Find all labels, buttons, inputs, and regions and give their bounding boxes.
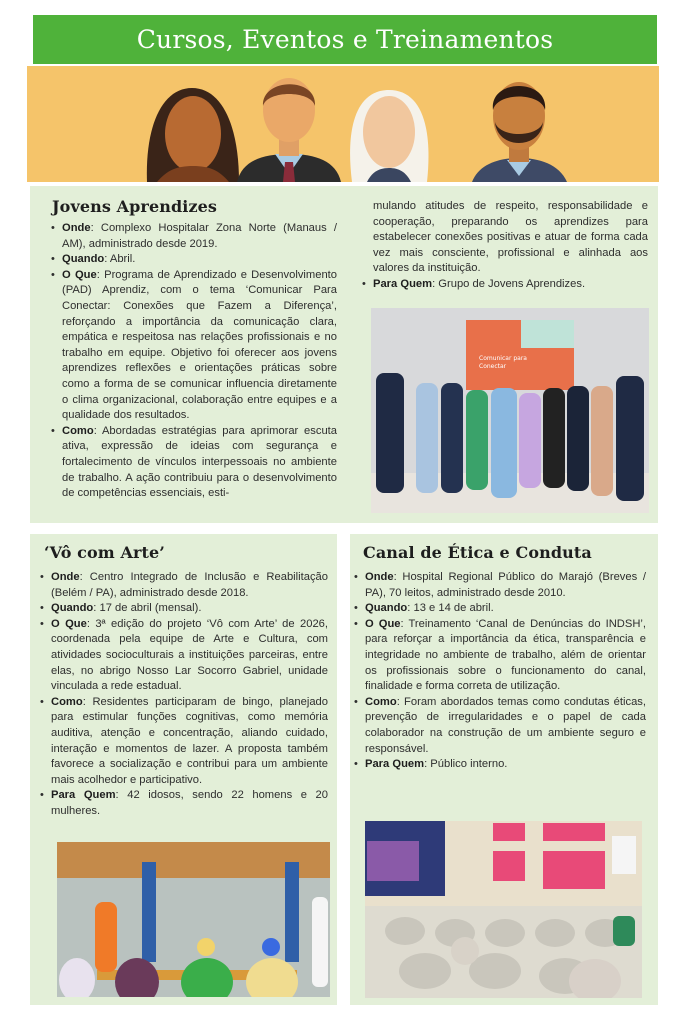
info-item-quando: • Quando: 13 e 14 de abril. bbox=[354, 601, 646, 617]
info-item-o-que: • O Que: Programa de Aprendizado e Desenvolvimento (PAD) Aprendiz, com o tema ‘Comunicar Para Conectar: Conexões que Fazem a Diferença’, reforçando a importância da comunicação clara, empática e respeitosa nas relações profissionais e no trabalho em equipe. Objetivo foi oferecer aos jovens aprendizes reflexões e orientações práticas sobre como a forma de se comunicar influencia diretamente o clima organizacional, colaboração entre equipes e a qualidade dos resultados. bbox=[51, 268, 337, 424]
slide-text: Comunicar para bbox=[479, 355, 527, 362]
info-item-como: • Como: Residentes participaram de bingo, planejado para estimular funções cognitivas, como memória auditiva, atenção e concentração, aliando cuidado, interação e momentos de lazer. A proposta também favorece a socialização e contribui para um ambiente mais acolhedor e participativo. bbox=[40, 695, 328, 789]
photo-jovens-aprendizes bbox=[371, 308, 649, 513]
people-illustration-icon bbox=[27, 66, 659, 182]
info-item-para-quem: • Para Quem: 42 idosos, sendo 22 homens e 20 mulheres. bbox=[40, 788, 328, 819]
section-title: Canal de Ética e Conduta bbox=[363, 543, 592, 562]
section-text-right bbox=[362, 199, 648, 293]
section-title: ‘Vô com Arte’ bbox=[44, 543, 165, 562]
info-item-o-que: • O Que: Treinamento ‘Canal de Denúncias do INDSH’, para reforçar a importância da ética, transparência e integridade no ambiente de trabalho, além de orientar os profissionais sobre o funcionamento do canal, finalidade e forma correta de utilização. bbox=[354, 617, 646, 695]
header-banner bbox=[27, 14, 659, 169]
info-item-como: • Como: Abordadas estratégias para aprimorar escuta ativa, expressão de ideias com segurança e fortalecimento de vínculos interpessoais no ambiente de trabalho. A ação contribuiu para o desenvolvimento de competências essenciais, esti- bbox=[51, 424, 337, 502]
info-item-quando: • Quando: 17 de abril (mensal). bbox=[40, 601, 328, 617]
person-2-tie bbox=[283, 162, 295, 182]
title-bar bbox=[33, 15, 657, 64]
photo-vo-com-arte bbox=[57, 842, 330, 997]
section-canal-de-etica bbox=[350, 534, 658, 1005]
info-item-para-quem: • Para Quem: Grupo de Jovens Aprendizes. bbox=[362, 277, 648, 293]
section-jovens-aprendizes bbox=[30, 186, 658, 523]
info-item-onde: • Onde: Hospital Regional Público do Marajó (Breves / PA), 70 leitos, administrado desde 2010. bbox=[354, 570, 646, 601]
section-title: Jovens Aprendizes bbox=[52, 197, 218, 216]
section-text bbox=[354, 570, 646, 773]
person-3-face bbox=[363, 96, 415, 168]
info-item-como-continued: mulando atitudes de respeito, responsabilidade e cooperação, preparando os aprendizes para estabelecer conexões positivas e atuar de forma cada vez mais consciente, profissional e alinhada aos valores da instituição. bbox=[373, 200, 648, 275]
info-item-onde: • Onde: Centro Integrado de Inclusão e Reabilitação (Belém / PA), administrado desde 2018. bbox=[40, 570, 328, 601]
info-item-para-quem: • Para Quem: Público interno. bbox=[354, 757, 646, 773]
info-item-onde: • Onde: Complexo Hospitalar Zona Norte (Manaus / AM), administrado desde 2019. bbox=[51, 221, 337, 252]
svg-text:Conectar: Conectar bbox=[479, 363, 507, 370]
section-text bbox=[40, 570, 328, 820]
section-text-left bbox=[51, 221, 337, 502]
page-title: Cursos, Eventos e Treinamentos bbox=[136, 25, 554, 54]
photo-canal-de-etica bbox=[365, 821, 642, 998]
person-1-face bbox=[165, 96, 221, 172]
info-item-como: • Como: Foram abordados temas como condutas éticas, prevenção de irregularidades e o papel de cada colaborador na construção de um ambiente seguro e responsável. bbox=[354, 695, 646, 757]
info-item-o-que: • O Que: 3ª edição do projeto ‘Vô com Arte’ de 2026, coordenada pela equipe de Arte e Cultura, com atividades socioculturais a instituições parceiras, entre elas, no abrigo Nosso Lar Socorro Gabriel, unidade vinculada a rede estadual. bbox=[40, 617, 328, 695]
banner-illustration bbox=[27, 66, 659, 182]
info-item-quando: • Quando: Abril. bbox=[51, 252, 337, 268]
people-group bbox=[376, 373, 644, 501]
section-vo-com-arte bbox=[30, 534, 337, 1005]
